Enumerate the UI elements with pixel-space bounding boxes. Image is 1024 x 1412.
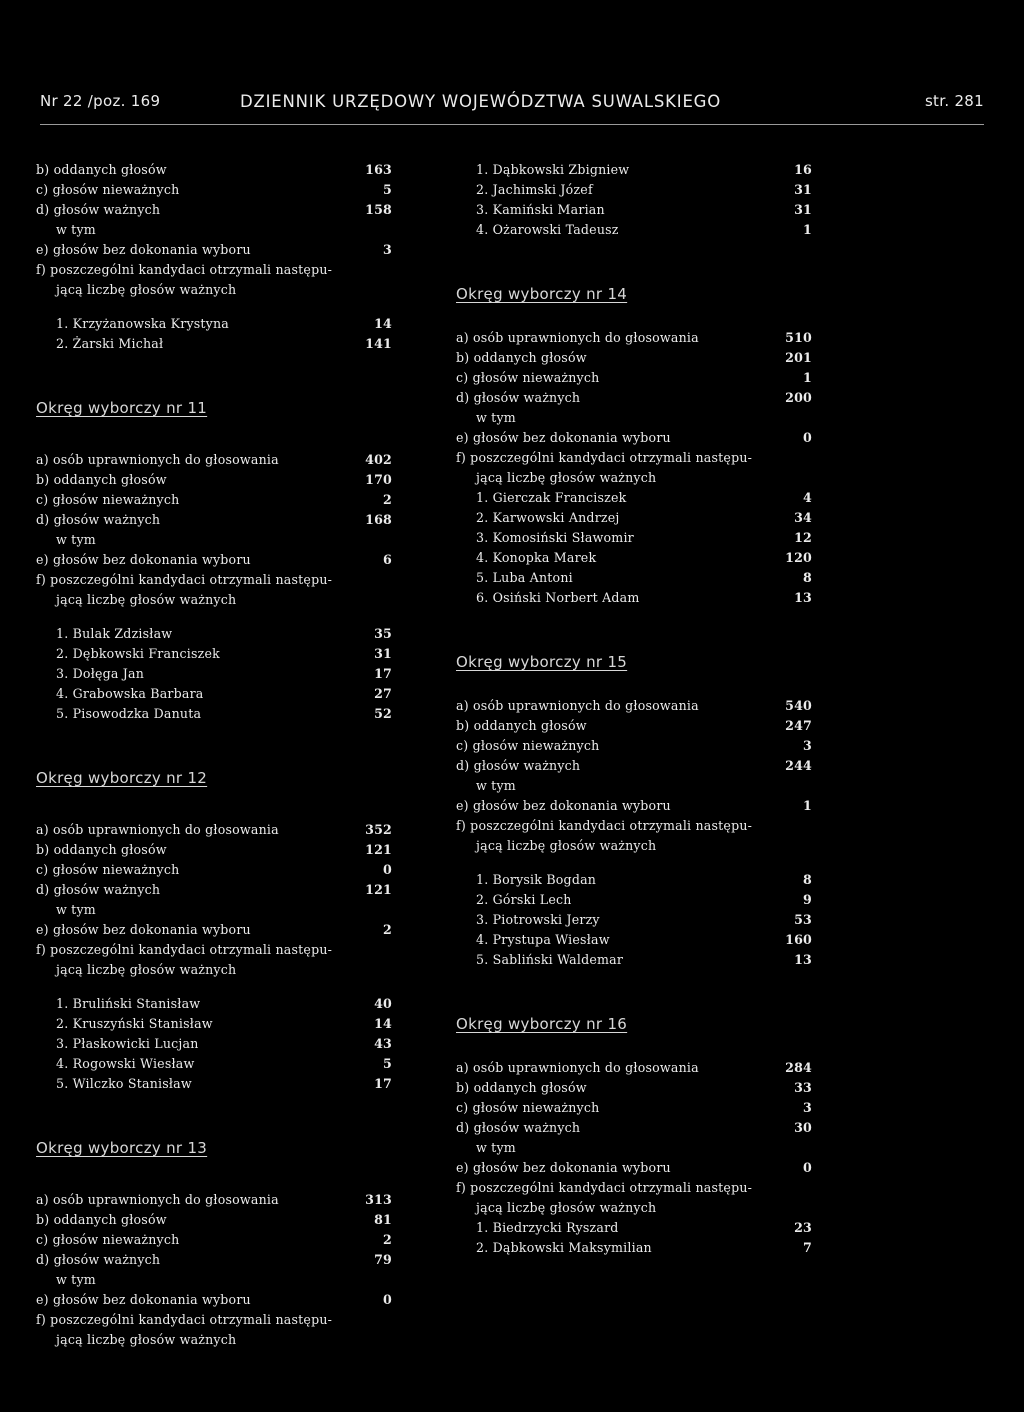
stat-row-c [36, 1230, 392, 1250]
stat-row-a [36, 1190, 392, 1210]
candidate-votes: 31 [374, 646, 392, 661]
candidate-row [456, 180, 812, 200]
stat-label: f) poszczególni kandydaci otrzymali następu- [36, 262, 333, 277]
stat-label: e) głosów bez dokonania wyboru [456, 798, 671, 813]
candidate-votes: 31 [794, 182, 812, 197]
header-rule [40, 124, 984, 125]
candidate-name: 4. Ożarowski Tadeusz [476, 222, 619, 237]
stat-value: 5 [383, 182, 392, 197]
district-12-section [36, 758, 392, 1094]
stat-label: w tym [56, 902, 96, 917]
stat-label: e) głosów bez dokonania wyboru [36, 1292, 251, 1307]
stat-row-f-cont [36, 1330, 392, 1350]
stat-label: c) głosów nieważnych [456, 1100, 600, 1115]
stat-label: b) oddanych głosów [36, 472, 167, 487]
stat-label: c) głosów nieważnych [456, 370, 600, 385]
stat-label: b) oddanych głosów [456, 1080, 587, 1095]
stat-value: 244 [785, 758, 812, 773]
stat-label: a) osób uprawnionych do głosowania [36, 452, 279, 467]
stat-label: w tym [476, 410, 516, 425]
stat-row-f [36, 570, 392, 590]
candidate-row [36, 664, 392, 684]
stat-label: w tym [476, 778, 516, 793]
stat-row-b [36, 1210, 392, 1230]
candidate-name: 1. Bruliński Stanisław [56, 996, 201, 1011]
stat-value: 284 [785, 1060, 812, 1075]
stat-label: w tym [56, 532, 96, 547]
stat-value: 33 [794, 1080, 812, 1095]
issue-number: Nr 22 /poz. 169 [40, 92, 161, 110]
candidate-votes: 16 [794, 162, 812, 177]
candidate-row [36, 1034, 392, 1054]
candidate-name: 2. Żarski Michał [56, 336, 164, 351]
stat-value: 2 [383, 1232, 392, 1247]
candidate-row [456, 160, 812, 180]
left-column [36, 160, 392, 1350]
stat-label: jącą liczbę głosów ważnych [56, 962, 237, 977]
stat-row-f-cont [456, 468, 812, 488]
candidate-row [456, 1218, 812, 1238]
candidate-votes: 52 [374, 706, 392, 721]
candidate-votes: 35 [374, 626, 392, 641]
candidate-votes: 43 [374, 1036, 392, 1051]
stat-label: e) głosów bez dokonania wyboru [456, 1160, 671, 1175]
in-which-row [456, 776, 812, 796]
candidate-votes: 17 [374, 666, 392, 681]
section-title: Okręg wyborczy nr 16 [456, 1015, 628, 1033]
stat-label: b) oddanych głosów [456, 718, 587, 733]
stat-row-e [36, 550, 392, 570]
candidate-row [456, 488, 812, 508]
district-13-section [36, 1128, 392, 1350]
candidate-row [456, 568, 812, 588]
in-which-row [456, 1138, 812, 1158]
candidate-row [36, 624, 392, 644]
stat-label: e) głosów bez dokonania wyboru [456, 430, 671, 445]
stat-row-a [36, 820, 392, 840]
stat-value: 121 [365, 882, 392, 897]
stat-label: c) głosów nieważnych [456, 738, 600, 753]
stat-row-d [456, 1118, 812, 1138]
stat-value: 352 [365, 822, 392, 837]
stat-row-a [456, 1058, 812, 1078]
candidate-row [456, 910, 812, 930]
continued-candidates [456, 160, 812, 240]
stat-label: w tym [476, 1140, 516, 1155]
stat-value: 168 [365, 512, 392, 527]
stat-row-d [456, 756, 812, 776]
stat-row-f-cont [36, 960, 392, 980]
stat-label: c) głosów nieważnych [36, 862, 180, 877]
candidate-votes: 53 [794, 912, 812, 927]
stat-row-d [456, 388, 812, 408]
candidate-votes: 7 [803, 1240, 812, 1255]
candidate-name: 2. Górski Lech [476, 892, 572, 907]
candidate-name: 2. Dąbkowski Maksymilian [476, 1240, 652, 1255]
stat-row-d [36, 200, 392, 220]
stat-row-c [36, 180, 392, 200]
stat-value: 247 [785, 718, 812, 733]
candidate-votes: 23 [794, 1220, 812, 1235]
stat-value: 2 [383, 922, 392, 937]
stat-label: b) oddanych głosów [36, 1212, 167, 1227]
stat-label: b) oddanych głosów [36, 162, 167, 177]
stat-label: jącą liczbę głosów ważnych [56, 282, 237, 297]
candidate-name: 2. Jachimski Józef [476, 182, 593, 197]
stat-row-d [36, 510, 392, 530]
candidate-row [456, 930, 812, 950]
candidate-votes: 120 [785, 550, 812, 565]
candidate-name: 4. Grabowska Barbara [56, 686, 204, 701]
stat-value: 510 [785, 330, 812, 345]
candidate-votes: 13 [794, 952, 812, 967]
candidate-name: 2. Kruszyński Stanisław [56, 1016, 213, 1031]
stat-label: f) poszczególni kandydaci otrzymali następu- [36, 1312, 333, 1327]
candidate-name: 3. Płaskowicki Lucjan [56, 1036, 199, 1051]
stat-label: f) poszczególni kandydaci otrzymali następu- [456, 450, 753, 465]
stat-row-a [456, 696, 812, 716]
stat-label: jącą liczbę głosów ważnych [476, 1200, 657, 1215]
stat-row-b [456, 716, 812, 736]
stat-row-d [36, 880, 392, 900]
candidate-row [456, 508, 812, 528]
stat-value: 6 [383, 552, 392, 567]
stat-label: jącą liczbę głosów ważnych [56, 1332, 237, 1347]
candidate-votes: 4 [803, 490, 812, 505]
candidate-votes: 27 [374, 686, 392, 701]
stat-label: d) głosów ważnych [456, 390, 581, 405]
stat-row-c [36, 860, 392, 880]
candidate-votes: 1 [803, 222, 812, 237]
continued-section [36, 160, 392, 354]
candidate-name: 4. Rogowski Wiesław [56, 1056, 195, 1071]
stat-label: d) głosów ważnych [36, 1252, 161, 1267]
candidate-row [456, 588, 812, 608]
candidate-name: 5. Wilczko Stanisław [56, 1076, 192, 1091]
stat-value: 0 [383, 1292, 392, 1307]
candidate-row [456, 1238, 812, 1258]
district-11-section [36, 388, 392, 724]
stat-row-e [36, 1290, 392, 1310]
candidate-name: 3. Dołęga Jan [56, 666, 145, 681]
candidate-name: 1. Dąbkowski Zbigniew [476, 162, 630, 177]
candidate-name: 1. Borysik Bogdan [476, 872, 597, 887]
candidate-votes: 14 [374, 1016, 392, 1031]
candidate-row [36, 994, 392, 1014]
candidate-votes: 13 [794, 590, 812, 605]
section-title: Okręg wyborczy nr 15 [456, 653, 628, 671]
stat-row-f [36, 1310, 392, 1330]
candidate-votes: 14 [374, 316, 392, 331]
stat-value: 3 [803, 738, 812, 753]
district-16-section [456, 1004, 812, 1258]
page-number: str. 281 [924, 92, 984, 110]
stat-value: 0 [803, 430, 812, 445]
stat-label: d) głosów ważnych [456, 1120, 581, 1135]
in-which-row [36, 1270, 392, 1290]
candidate-row [456, 890, 812, 910]
candidate-votes: 5 [383, 1056, 392, 1071]
stat-value: 170 [365, 472, 392, 487]
candidate-row [456, 528, 812, 548]
stat-value: 79 [374, 1252, 392, 1267]
stat-value: 1 [803, 798, 812, 813]
candidate-votes: 8 [803, 570, 812, 585]
stat-label: b) oddanych głosów [36, 842, 167, 857]
section-title: Okręg wyborczy nr 11 [36, 399, 208, 417]
stat-value: 402 [365, 452, 392, 467]
candidate-votes: 34 [794, 510, 812, 525]
candidate-name: 6. Osiński Norbert Adam [476, 590, 640, 605]
stat-row-c [456, 1098, 812, 1118]
candidate-votes: 31 [794, 202, 812, 217]
stat-value: 1 [803, 370, 812, 385]
stat-label: a) osób uprawnionych do głosowania [36, 1192, 279, 1207]
candidate-row [36, 1074, 392, 1094]
in-which-row [36, 900, 392, 920]
candidate-votes: 141 [365, 336, 392, 351]
stat-row-e [36, 920, 392, 940]
candidate-row [36, 1014, 392, 1034]
candidate-name: 5. Luba Antoni [476, 570, 573, 585]
right-column [456, 160, 812, 1258]
stat-row-e [456, 428, 812, 448]
candidate-row [456, 548, 812, 568]
in-which-row [36, 220, 392, 240]
candidate-votes: 12 [794, 530, 812, 545]
stat-value: 0 [803, 1160, 812, 1175]
stat-label: e) głosów bez dokonania wyboru [36, 552, 251, 567]
stat-label: a) osób uprawnionych do głosowania [456, 698, 699, 713]
stat-row-c [456, 736, 812, 756]
stat-value: 2 [383, 492, 392, 507]
stat-row-b [36, 840, 392, 860]
in-which-row [36, 530, 392, 550]
stat-label: d) głosów ważnych [36, 512, 161, 527]
stat-value: 313 [365, 1192, 392, 1207]
section-title: Okręg wyborczy nr 13 [36, 1139, 208, 1157]
stat-row-e [456, 796, 812, 816]
candidate-name: 1. Krzyżanowska Krystyna [56, 316, 230, 331]
stat-label: d) głosów ważnych [36, 202, 161, 217]
candidate-name: 1. Gierczak Franciszek [476, 490, 627, 505]
stat-label: c) głosów nieważnych [36, 182, 180, 197]
candidate-row [456, 200, 812, 220]
page-header [40, 92, 984, 114]
stat-row-b [36, 470, 392, 490]
candidate-votes: 40 [374, 996, 392, 1011]
stat-value: 163 [365, 162, 392, 177]
district-14-section [456, 274, 812, 608]
candidate-name: 3. Piotrowski Jerzy [476, 912, 600, 927]
stat-value: 3 [383, 242, 392, 257]
stat-row-a [456, 328, 812, 348]
stat-label: e) głosów bez dokonania wyboru [36, 242, 251, 257]
stat-label: w tym [56, 222, 96, 237]
candidate-votes: 160 [785, 932, 812, 947]
candidate-name: 2. Karwowski Andrzej [476, 510, 620, 525]
candidate-row [456, 950, 812, 970]
in-which-row [456, 408, 812, 428]
stat-label: c) głosów nieważnych [36, 492, 180, 507]
stat-label: b) oddanych głosów [456, 350, 587, 365]
stat-value: 121 [365, 842, 392, 857]
candidate-name: 2. Dębkowski Franciszek [56, 646, 220, 661]
candidate-row [456, 220, 812, 240]
stat-value: 540 [785, 698, 812, 713]
stat-value: 200 [785, 390, 812, 405]
stat-label: e) głosów bez dokonania wyboru [36, 922, 251, 937]
candidate-name: 5. Pisowodzka Danuta [56, 706, 202, 721]
stat-row-b [456, 1078, 812, 1098]
stat-label: c) głosów nieważnych [36, 1232, 180, 1247]
stat-row-f [456, 816, 812, 836]
stat-row-f [456, 448, 812, 468]
candidate-name: 5. Sabliński Waldemar [476, 952, 624, 967]
stat-label: d) głosów ważnych [36, 882, 161, 897]
candidate-name: 1. Biedrzycki Ryszard [476, 1220, 619, 1235]
stat-row-f [456, 1178, 812, 1198]
stat-row-b [456, 348, 812, 368]
stat-label: jącą liczbę głosów ważnych [56, 592, 237, 607]
stat-value: 201 [785, 350, 812, 365]
candidate-name: 4. Prystupa Wiesław [476, 932, 610, 947]
journal-title: DZIENNIK URZĘDOWY WOJEWÓDZTWA SUWALSKIEGO [240, 92, 722, 111]
candidate-name: 1. Bulak Zdzisław [56, 626, 173, 641]
stat-label: jącą liczbę głosów ważnych [476, 838, 657, 853]
stat-value: 30 [794, 1120, 812, 1135]
stat-label: w tym [56, 1272, 96, 1287]
candidate-row [456, 870, 812, 890]
stat-row-a [36, 450, 392, 470]
candidate-name: 4. Konopka Marek [476, 550, 597, 565]
stat-label: a) osób uprawnionych do głosowania [36, 822, 279, 837]
candidate-row [36, 644, 392, 664]
section-title: Okręg wyborczy nr 12 [36, 769, 208, 787]
stat-row-c [456, 368, 812, 388]
candidate-name: 3. Kamiński Marian [476, 202, 605, 217]
stat-row-f-cont [456, 836, 812, 856]
stat-label: a) osób uprawnionych do głosowania [456, 1060, 699, 1075]
stat-label: d) głosów ważnych [456, 758, 581, 773]
stat-row-e [36, 240, 392, 260]
stat-value: 3 [803, 1100, 812, 1115]
stat-row-f-cont [36, 590, 392, 610]
stat-row-f [36, 260, 392, 280]
stat-row-b [36, 160, 392, 180]
stat-label: f) poszczególni kandydaci otrzymali następu- [456, 1180, 753, 1195]
candidate-votes: 9 [803, 892, 812, 907]
stat-row-c [36, 490, 392, 510]
candidate-row [36, 684, 392, 704]
candidate-votes: 17 [374, 1076, 392, 1091]
candidate-row [36, 704, 392, 724]
stat-value: 158 [365, 202, 392, 217]
candidate-votes: 8 [803, 872, 812, 887]
stat-label: f) poszczególni kandydaci otrzymali następu- [456, 818, 753, 833]
stat-row-d [36, 1250, 392, 1270]
stat-row-e [456, 1158, 812, 1178]
stat-row-f-cont [36, 280, 392, 300]
section-title: Okręg wyborczy nr 14 [456, 285, 628, 303]
stat-label: f) poszczególni kandydaci otrzymali następu- [36, 942, 333, 957]
stat-label: a) osób uprawnionych do głosowania [456, 330, 699, 345]
stat-label: jącą liczbę głosów ważnych [476, 470, 657, 485]
candidate-row [36, 334, 392, 354]
candidate-name: 3. Komosiński Sławomir [476, 530, 634, 545]
stat-label: f) poszczególni kandydaci otrzymali następu- [36, 572, 333, 587]
stat-value: 81 [374, 1212, 392, 1227]
stat-row-f [36, 940, 392, 960]
stat-row-f-cont [456, 1198, 812, 1218]
district-15-section [456, 642, 812, 970]
stat-value: 0 [383, 862, 392, 877]
candidate-row [36, 314, 392, 334]
candidate-row [36, 1054, 392, 1074]
